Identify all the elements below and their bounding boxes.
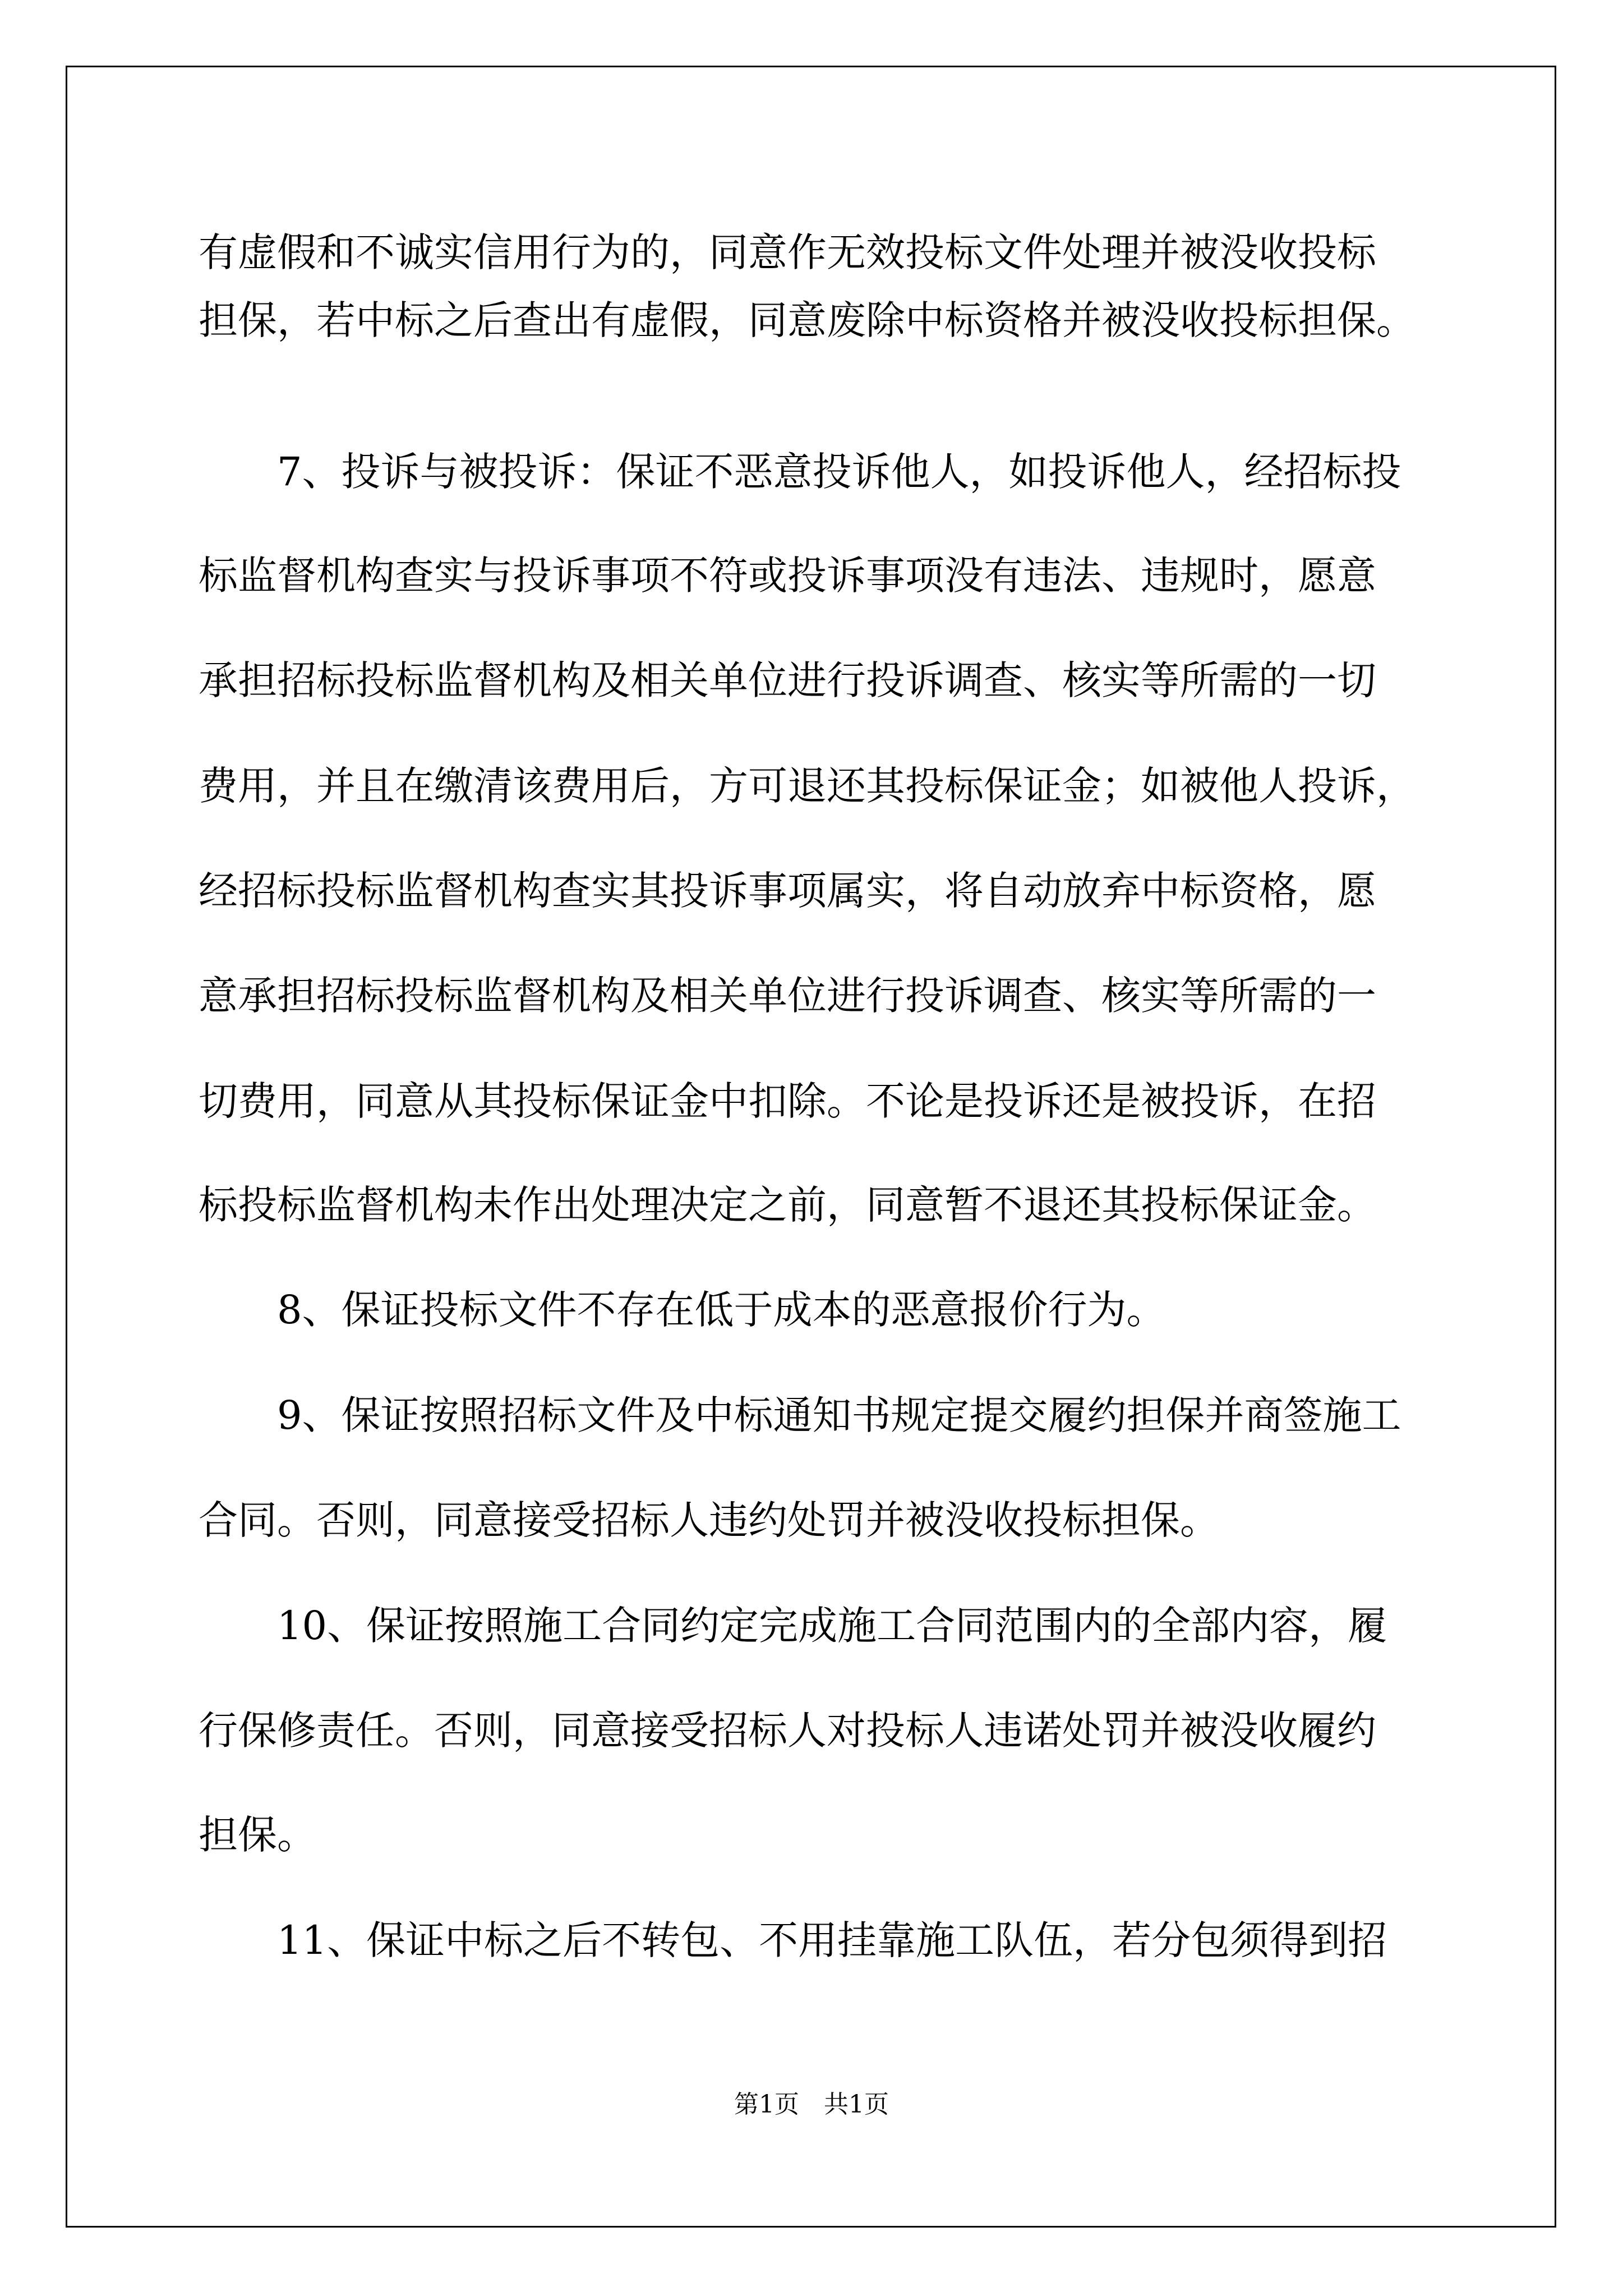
text-line: 标投标监督机构未作出处理决定之前，同意暂不退还其投标保证金。 bbox=[199, 1182, 1376, 1228]
text-line: 9、保证按照招标文件及中标通知书规定提交履约担保并商签施工 bbox=[277, 1392, 1401, 1438]
text-line: 11、保证中标之后不转包、不用挂靠施工队伍，若分包须得到招 bbox=[277, 1917, 1387, 1963]
text-line: 7、投诉与被投诉：保证不恶意投诉他人，如投诉他人，经招标投 bbox=[277, 449, 1401, 495]
text-line: 费用，并且在缴清该费用后，方可退还其投标保证金；如被他人投诉， bbox=[199, 763, 1415, 809]
text-line: 切费用，同意从其投标保证金中扣除。不论是投诉还是被投诉，在招 bbox=[199, 1078, 1376, 1124]
text-line: 担保。 bbox=[199, 1812, 316, 1858]
text-line: 承担招标投标监督机构及相关单位进行投诉调查、核实等所需的一切 bbox=[199, 657, 1376, 703]
text-line: 行保修责任。否则，同意接受招标人对投标人违诺处罚并被没收履约 bbox=[199, 1708, 1376, 1754]
text-line: 经招标投标监督机构查实其投诉事项属实，将自动放弃中标资格，愿 bbox=[199, 868, 1376, 914]
text-line: 意承担招标投标监督机构及相关单位进行投诉调查、核实等所需的一 bbox=[199, 973, 1376, 1019]
text-line: 担保，若中标之后查出有虚假，同意废除中标资格并被没收投标担保。 bbox=[199, 297, 1415, 343]
text-line: 有虚假和不诚实信用行为的，同意作无效投标文件处理并被没收投标 bbox=[199, 229, 1376, 275]
page-border bbox=[66, 66, 1556, 2228]
text-line: 合同。否则，同意接受招标人违约处罚并被没收投标担保。 bbox=[199, 1497, 1219, 1543]
page-number-footer: 第1页 共1页 bbox=[734, 2090, 889, 2119]
text-line: 标监督机构查实与投诉事项不符或投诉事项没有违法、违规时，愿意 bbox=[199, 553, 1376, 599]
text-line: 8、保证投标文件不存在低于成本的恶意报价行为。 bbox=[277, 1287, 1166, 1333]
text-line: 10、保证按照施工合同约定完成施工合同范围内的全部内容，履 bbox=[277, 1603, 1387, 1649]
